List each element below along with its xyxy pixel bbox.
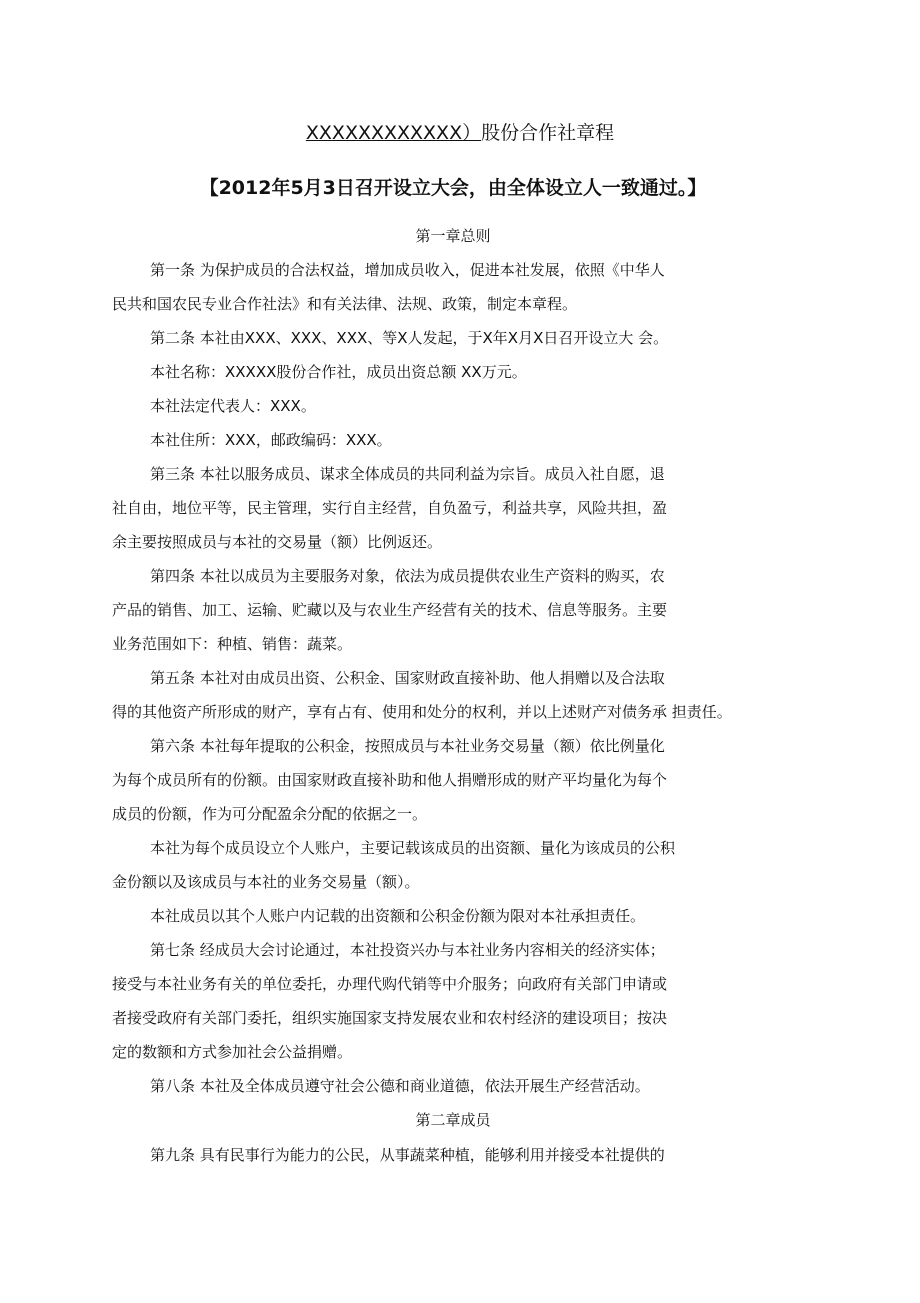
article-1-line-1: 第一条 为保护成员的合法权益，增加成员收入，促进本社发展，依照《中华人: [150, 261, 665, 279]
article-3-line-2: 社自由，地位平等，民主管理，实行自主经营，自负盈亏，利益共享，风险共担，盈: [112, 499, 668, 517]
document-title: [0, 120, 920, 146]
article-1-line-2: 民共和国农民专业合作社法》和有关法律、法规、政策，制定本章程。: [112, 295, 578, 313]
legal-representative-line: 本社法定代表人：XXX。: [150, 397, 316, 415]
article-6-line-3: 成员的份额，作为可分配盈余分配的依据之一。: [112, 805, 428, 823]
article-6-line-1: 第六条 本社每年提取的公积金，按照成员与本社业务交易量（额）依比例量化: [150, 737, 665, 755]
article-7-line-4: 定的数额和方式参加社会公益捐赠。: [112, 1043, 353, 1061]
article-3-line-3: 余主要按照成员与本社的交易量（额）比例返还。: [112, 533, 443, 551]
title-text: 股份合作社章程: [481, 122, 615, 144]
society-name-line: 本社名称：XXXXX股份合作社，成员出资总额 XX万元。: [150, 363, 527, 381]
article-6-line-2: 为每个成员所有的份额。由国家财政直接补助和他人捐赠形成的财产平均量化为每个: [112, 771, 668, 789]
account-line-1: 本社为每个成员设立个人账户，主要记载该成员的出资额、量化为该成员的公积: [150, 839, 676, 857]
document-subtitle: 【2012年5月3日召开设立大会，由全体设立人一致通过。】: [199, 177, 707, 199]
title-code: XXXXXXXXXXXX）: [305, 122, 482, 144]
chapter-heading-2: 第二章成员: [415, 1111, 491, 1129]
article-7-line-3: 者接受政府有关部门委托，组织实施国家支持发展农业和农村经济的建设项目；按决: [112, 1009, 668, 1027]
article-7-line-2: 接受与本社业务有关的单位委托，办理代购代销等中介服务；向政府有关部门申请或: [112, 975, 668, 993]
chapter-heading-1: 第一章总则: [415, 227, 491, 245]
article-4-line-3: 业务范围如下：种植、销售：蔬菜。: [112, 635, 353, 653]
account-line-2: 金份额以及该成员与本社的业务交易量（额）。: [112, 873, 420, 891]
article-3-line-1: 第三条 本社以服务成员、谋求全体成员的共同利益为宗旨。成员入社自愿，退: [150, 465, 665, 483]
article-2-line-1: 第二条 本社由XXX、XXX、XXX、等X人发起，于X年X月X日召开设立大 会。: [150, 329, 669, 347]
article-5-line-2: 得的其他资产所形成的财产，享有占有、使用和处分的权利，并以上述财产对债务承 担责任。: [112, 703, 732, 721]
article-8-line-1: 第八条 本社及全体成员遵守社会公德和商业道德，依法开展生产经营活动。: [150, 1077, 650, 1095]
article-9-line-1: 第九条 具有民事行为能力的公民，从事蔬菜种植，能够利用并接受本社提供的: [150, 1146, 665, 1164]
article-7-line-1: 第七条 经成员大会讨论通过，本社投资兴办与本社业务内容相关的经济实体；: [150, 941, 665, 959]
article-4-line-2: 产品的销售、加工、运输、贮藏以及与农业生产经营有关的技术、信息等服务。主要: [112, 601, 668, 619]
address-line: 本社住所：XXX，邮政编码：XXX。: [150, 431, 392, 449]
article-4-line-1: 第四条 本社以成员为主要服务对象，依法为成员提供农业生产资料的购买，农: [150, 567, 665, 585]
article-5-line-1: 第五条 本社对由成员出资、公积金、国家财政直接补助、他人捐赠以及合法取: [150, 669, 665, 687]
liability-line: 本社成员以其个人账户内记载的出资额和公积金份额为限对本社承担责任。: [150, 907, 646, 925]
